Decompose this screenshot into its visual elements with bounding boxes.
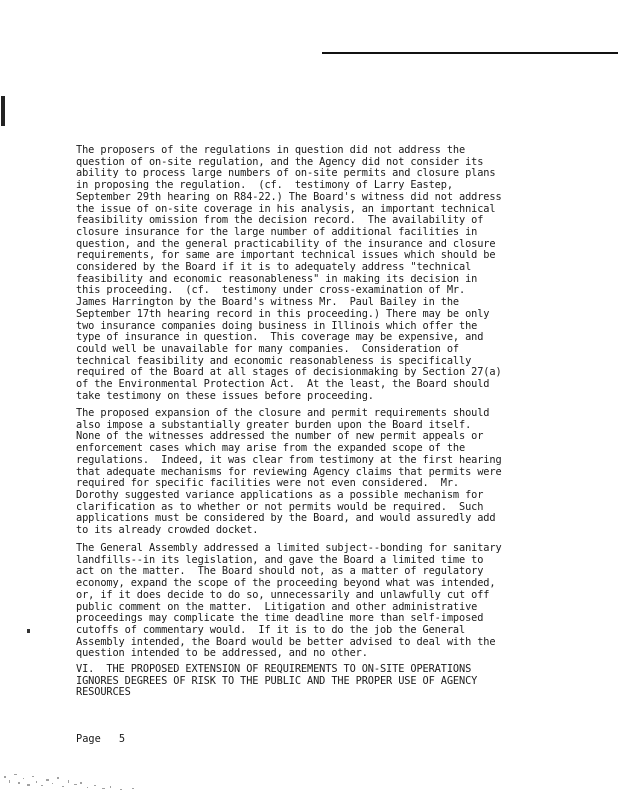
text-line: could well be unavailable for many companies. Consideration of bbox=[76, 342, 459, 355]
text-line: requirements, for same are important technical issues which should be bbox=[76, 249, 496, 262]
paragraph-board-burden bbox=[76, 408, 576, 537]
text-line: in proposing the regulation. (cf. testimony of Larry Eastep, bbox=[76, 179, 453, 192]
text-line: VI. THE PROPOSED EXTENSION OF REQUIREMENTS TO ON-SITE OPERATIONS bbox=[76, 663, 472, 675]
text-line: feasibility omission from the decision record. The availability of bbox=[76, 214, 484, 227]
text-line: Assembly intended, the Board would be better advised to deal with the bbox=[76, 635, 496, 648]
text-line: RESOURCES bbox=[76, 686, 131, 699]
text-line: Dorothy suggested variance applications as a possible mechanism for bbox=[76, 488, 484, 501]
text-line: question, and the general practicability of the insurance and closure bbox=[76, 237, 496, 250]
text-line: two insurance companies doing business in Illinois which offer the bbox=[76, 319, 478, 332]
text-line: James Harrington by the Board's witness Mr. Paul Bailey in the bbox=[76, 296, 459, 309]
text-line: considered by the Board if it is to adequately address "technical bbox=[76, 261, 472, 274]
text-line: The General Assembly addressed a limited subject--bonding for sanitary bbox=[76, 542, 502, 554]
text-line: or, if it does decide to do so, unnecessarily and unlawfully cut off bbox=[76, 588, 490, 601]
text-line: ability to process large numbers of on-site permits and closure plans bbox=[76, 167, 496, 180]
scan-noise-artifact bbox=[0, 770, 160, 800]
text-line: act on the matter. The Board should not, as a matter of regulatory bbox=[76, 565, 484, 578]
text-line: take testimony on these issues before proceeding. bbox=[76, 389, 374, 402]
scan-edge-mark bbox=[1, 96, 5, 126]
section-heading-vi bbox=[76, 664, 576, 699]
text-line: proceedings may complicate the time deadline more than self-imposed bbox=[76, 612, 484, 625]
text-line: feasibility and economic reasonableness" in making its decision in bbox=[76, 272, 478, 285]
text-line: public comment on the matter. Litigation and other administrative bbox=[76, 600, 478, 613]
text-line: regulations. Indeed, it was clear from testimony at the first hearing bbox=[76, 453, 502, 466]
text-line: also impose a substantially greater burden upon the Board itself. bbox=[76, 418, 472, 431]
text-line: closure insurance for the large number of additional facilities in bbox=[76, 225, 478, 238]
top-horizontal-rule bbox=[322, 52, 618, 54]
text-line: The proposed expansion of the closure and permit requirements should bbox=[76, 407, 490, 419]
text-line: question intended to be addressed, and no other. bbox=[76, 647, 368, 660]
text-line: type of insurance in question. This coverage may be expensive, and bbox=[76, 331, 484, 344]
text-line: applications must be considered by the Board, and would assuredly add bbox=[76, 512, 496, 525]
paragraph-on-site-regulation bbox=[76, 145, 576, 402]
margin-dot bbox=[27, 629, 30, 633]
text-line: landfills--in its legislation, and gave the Board a limited time to bbox=[76, 553, 484, 566]
text-line: IGNORES DEGREES OF RISK TO THE PUBLIC AND THE PROPER USE OF AGENCY bbox=[76, 674, 478, 687]
text-line: September 17th hearing record in this proceeding.) There may be only bbox=[76, 307, 490, 320]
page-footer bbox=[76, 733, 125, 745]
page-number: 5 bbox=[118, 733, 126, 745]
text-line: None of the witnesses addressed the number of new permit appeals or bbox=[76, 430, 484, 443]
page-label: Page bbox=[76, 733, 101, 745]
text-line: required of the Board at all stages of decisionmaking by Section 27(a) bbox=[76, 366, 502, 379]
text-line: the issue of on-site coverage in his analysis, an important technical bbox=[76, 202, 496, 215]
text-line: September 29th hearing on R84-22.) The Board's witness did not address bbox=[76, 190, 502, 203]
text-line: question of on-site regulation, and the Agency did not consider its bbox=[76, 155, 484, 168]
paragraph-general-assembly bbox=[76, 543, 576, 660]
text-line: economy, expand the scope of the proceeding beyond what was intended, bbox=[76, 577, 496, 590]
text-line: cutoffs of commentary would. If it is to do the job the General bbox=[76, 623, 466, 636]
text-line: The proposers of the regulations in question did not address the bbox=[76, 144, 466, 156]
text-line: of the Environmental Protection Act. At the least, the Board should bbox=[76, 378, 490, 391]
text-line: this proceeding. (cf. testimony under cross-examination of Mr. bbox=[76, 284, 466, 297]
text-line: that adequate mechanisms for reviewing Agency claims that permits were bbox=[76, 465, 502, 478]
text-line: required for specific facilities were not even considered. Mr. bbox=[76, 477, 459, 490]
text-line: enforcement cases which may arise from the expanded scope of the bbox=[76, 442, 466, 455]
text-line: clarification as to whether or not permits would be required. Such bbox=[76, 500, 484, 513]
text-line: to its already crowded docket. bbox=[76, 524, 259, 537]
text-line: technical feasibility and economic reasonableness is specifically bbox=[76, 354, 472, 367]
